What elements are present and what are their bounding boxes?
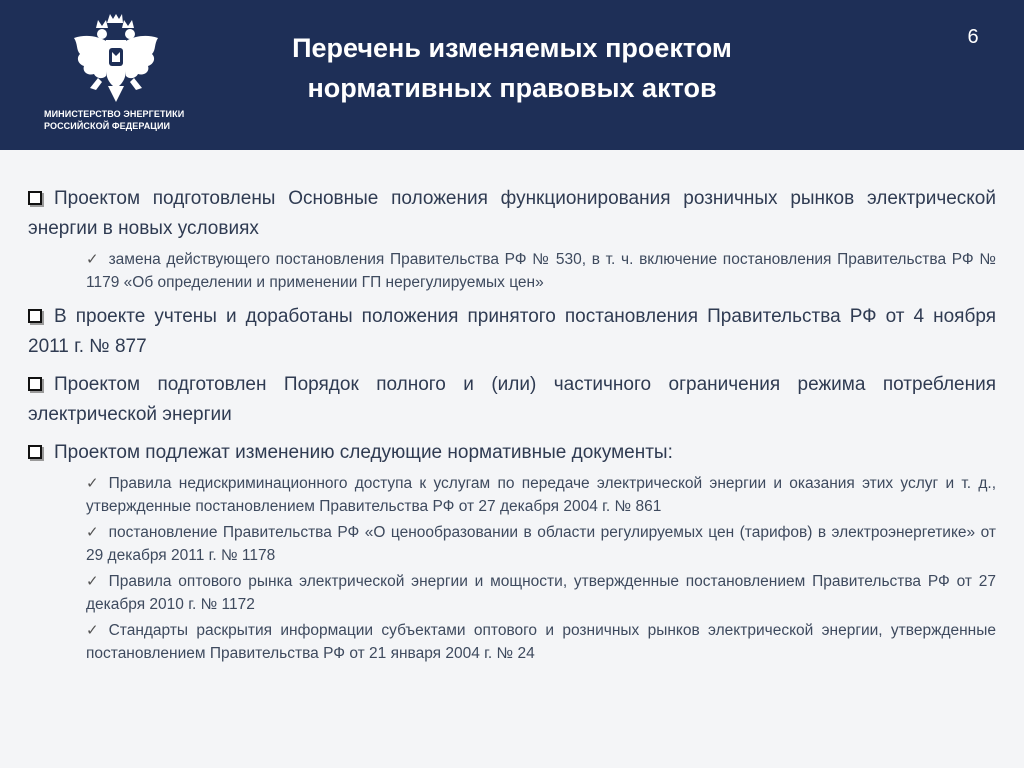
- checkbox-bullet-icon: [28, 309, 42, 323]
- sub-item-text: замена действующего постановления Правительства РФ № 530, в т. ч. включение постановления Правительства РФ № 1179 «Об определении и применении ГП нерегулируемых цен»: [86, 251, 996, 291]
- bullet-text: Проектом подготовлены Основные положения функционирования розничных рынков электрической энергии в новых условиях: [28, 188, 996, 239]
- coat-of-arms-icon: [68, 12, 164, 108]
- bullet-item: [28, 302, 996, 362]
- sub-list: [28, 472, 996, 665]
- sub-list: [28, 248, 996, 294]
- checkmark-icon: ✓: [86, 475, 99, 492]
- title-line-2: нормативных правовых актов: [307, 73, 717, 103]
- sub-item: [86, 521, 996, 567]
- slide-title: [232, 28, 792, 108]
- checkmark-icon: ✓: [86, 573, 99, 590]
- bullet-text: В проекте учтены и доработаны положения принятого постановления Правительства РФ от 4 ноября 2011 г. № 877: [28, 306, 996, 357]
- checkbox-bullet-icon: [28, 445, 42, 459]
- sub-item-text: постановление Правительства РФ «О ценообразовании в области регулируемых цен (тарифов) в электроэнергетике» от 29 декабря 2011 г. № 1178: [86, 524, 996, 564]
- ministry-name: [44, 108, 204, 132]
- page-number: 6: [967, 26, 979, 48]
- bullet-text: Проектом подлежат изменению следующие нормативные документы:: [54, 442, 673, 463]
- checkmark-icon: ✓: [86, 524, 99, 541]
- bullet-item: [28, 184, 996, 244]
- slide-content: [28, 184, 996, 673]
- checkmark-icon: ✓: [86, 622, 99, 639]
- sub-item: [86, 472, 996, 518]
- sub-item: [86, 619, 996, 665]
- sub-item-text: Правила недискриминационного доступа к услугам по передаче электрической энергии и оказания этих услуг и т. д., утвержденные постановлением Правительства РФ от 27 декабря 2004 г. № 861: [86, 475, 996, 515]
- bullet-item: [28, 370, 996, 430]
- sub-item-text: Правила оптового рынка электрической энергии и мощности, утвержденные постановлением Правительства РФ от 27 декабря 2010 г. № 1172: [86, 573, 996, 613]
- sub-item: [86, 248, 996, 294]
- ministry-line-2: РОССИЙСКОЙ ФЕДЕРАЦИИ: [44, 121, 171, 131]
- ministry-line-1: МИНИСТЕРСТВО ЭНЕРГЕТИКИ: [44, 109, 185, 119]
- title-line-1: Перечень изменяемых проектом: [292, 33, 732, 63]
- checkbox-bullet-icon: [28, 377, 42, 391]
- sub-item-text: Стандарты раскрытия информации субъектами оптового и розничных рынков электрической энергии, утвержденные постановлением Правительства РФ от 21 января 2004 г. № 24: [86, 622, 996, 662]
- slide-header: [0, 0, 1024, 150]
- bullet-text: Проектом подготовлен Порядок полного и (или) частичного ограничения режима потребления электрической энергии: [28, 374, 996, 425]
- checkbox-bullet-icon: [28, 191, 42, 205]
- checkmark-icon: ✓: [86, 251, 99, 268]
- bullet-item: [28, 438, 996, 468]
- sub-item: [86, 570, 996, 616]
